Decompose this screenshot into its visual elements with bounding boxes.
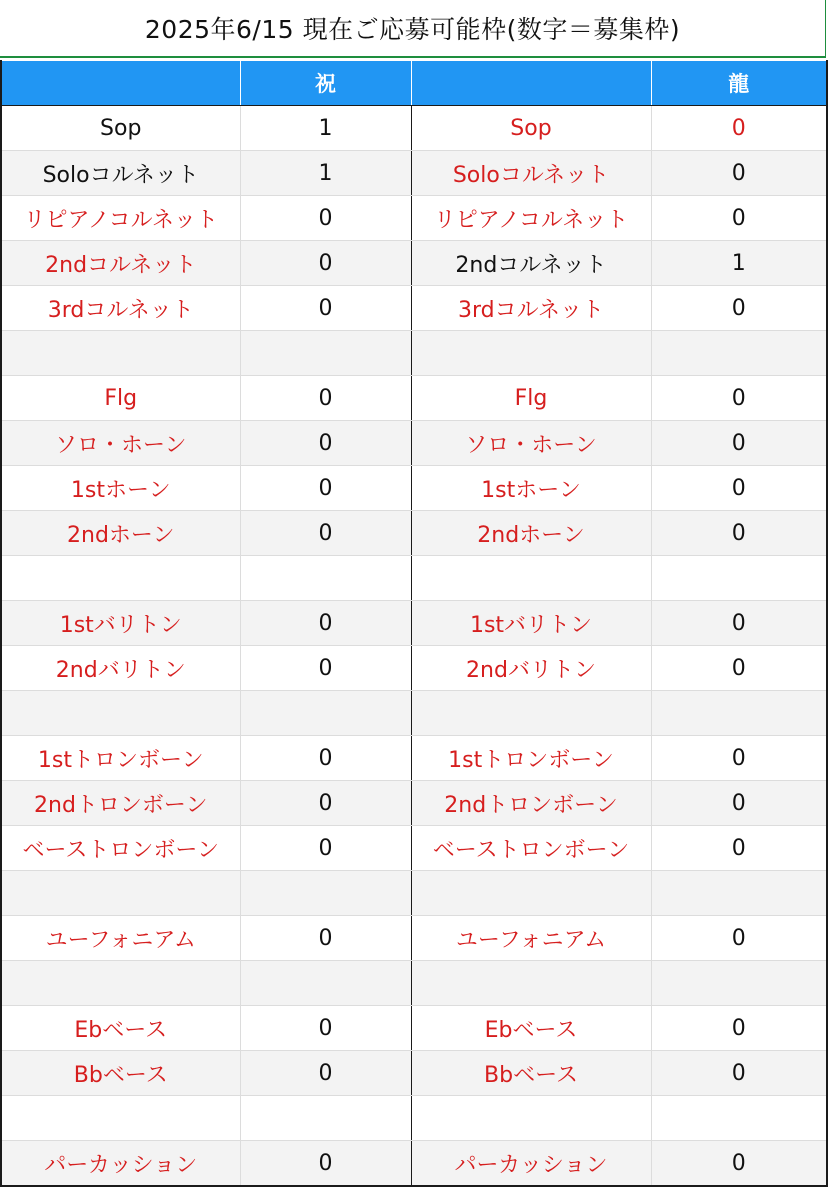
count-cell-iwai[interactable] (240, 871, 411, 916)
part-name-cell-ryu[interactable] (411, 871, 651, 916)
table-row (1, 466, 827, 511)
count-cell-ryu[interactable]: 0 (651, 646, 827, 691)
table-row (1, 556, 827, 601)
count-cell-ryu[interactable]: 1 (651, 241, 827, 286)
header-part-b[interactable] (411, 61, 651, 106)
part-name-cell-iwai[interactable]: 1stバリトン (1, 601, 240, 646)
recruitment-table (0, 60, 828, 1187)
part-name-cell-iwai[interactable]: ソロ・ホーン (1, 421, 240, 466)
part-name-cell-ryu[interactable]: Bbベース (411, 1051, 651, 1096)
part-name-cell-iwai[interactable] (1, 1096, 240, 1141)
part-name-cell-iwai[interactable]: 3rdコルネット (1, 286, 240, 331)
count-cell-ryu[interactable]: 0 (651, 376, 827, 421)
table-row (1, 1006, 827, 1051)
count-cell-ryu[interactable]: 0 (651, 421, 827, 466)
count-cell-ryu[interactable]: 0 (651, 466, 827, 511)
table-row (1, 961, 827, 1006)
table-row (1, 511, 827, 556)
count-cell-iwai[interactable]: 0 (240, 781, 411, 826)
part-name-cell-ryu[interactable]: ベーストロンボーン (411, 826, 651, 871)
part-name-cell-ryu[interactable]: Sop (411, 106, 651, 151)
part-name-cell-ryu[interactable]: 2ndホーン (411, 511, 651, 556)
part-name-cell-ryu[interactable]: 3rdコルネット (411, 286, 651, 331)
count-cell-iwai[interactable]: 0 (240, 916, 411, 961)
table-row (1, 781, 827, 826)
count-cell-ryu[interactable] (651, 871, 827, 916)
count-cell-iwai[interactable]: 0 (240, 646, 411, 691)
count-cell-iwai[interactable] (240, 961, 411, 1006)
count-cell-ryu[interactable]: 0 (651, 286, 827, 331)
count-cell-ryu[interactable] (651, 556, 827, 601)
page-title: 2025年6/15 現在ご応募可能枠(数字＝募集枠) (144, 15, 681, 44)
table-row (1, 376, 827, 421)
count-cell-iwai[interactable]: 1 (240, 106, 411, 151)
part-name-cell-iwai[interactable] (1, 331, 240, 376)
table-row (1, 736, 827, 781)
count-cell-ryu[interactable]: 0 (651, 511, 827, 556)
part-name-cell-iwai[interactable] (1, 691, 240, 736)
table-row (1, 916, 827, 961)
header-iwai[interactable]: 祝 (240, 61, 411, 106)
table-row (1, 1141, 827, 1187)
part-name-cell-iwai[interactable]: 1stホーン (1, 466, 240, 511)
count-cell-iwai[interactable] (240, 691, 411, 736)
part-name-cell-iwai[interactable] (1, 871, 240, 916)
part-name-cell-ryu[interactable] (411, 961, 651, 1006)
table-row (1, 646, 827, 691)
table-row (1, 151, 827, 196)
part-name-cell-ryu[interactable] (411, 691, 651, 736)
part-name-cell-ryu[interactable]: リピアノコルネット (411, 196, 651, 241)
header-part-a[interactable] (1, 61, 240, 106)
part-name-cell-ryu[interactable]: Flg (411, 376, 651, 421)
part-name-cell-iwai[interactable]: ユーフォニアム (1, 916, 240, 961)
count-cell-ryu[interactable] (651, 331, 827, 376)
table-row (1, 106, 827, 151)
count-cell-ryu[interactable] (651, 1096, 827, 1141)
count-cell-iwai[interactable]: 0 (240, 286, 411, 331)
count-cell-ryu[interactable]: 0 (651, 196, 827, 241)
part-name-cell-iwai[interactable]: Soloコルネット (1, 151, 240, 196)
count-cell-iwai[interactable]: 0 (240, 1051, 411, 1096)
part-name-cell-iwai[interactable]: リピアノコルネット (1, 196, 240, 241)
count-cell-iwai[interactable]: 0 (240, 1006, 411, 1051)
table-row (1, 826, 827, 871)
count-cell-iwai[interactable]: 0 (240, 601, 411, 646)
table-row (1, 1096, 827, 1141)
table-row (1, 331, 827, 376)
count-cell-iwai[interactable]: 0 (240, 466, 411, 511)
count-cell-ryu[interactable]: 0 (651, 781, 827, 826)
count-cell-iwai[interactable]: 0 (240, 421, 411, 466)
part-name-cell-iwai[interactable]: 2ndコルネット (1, 241, 240, 286)
count-cell-iwai[interactable]: 0 (240, 826, 411, 871)
part-name-cell-ryu[interactable] (411, 331, 651, 376)
part-name-cell-ryu[interactable]: Ebベース (411, 1006, 651, 1051)
header-ryu[interactable]: 龍 (651, 61, 827, 106)
count-cell-ryu[interactable]: 0 (651, 1141, 827, 1187)
part-name-cell-ryu[interactable]: 1stホーン (411, 466, 651, 511)
count-cell-ryu[interactable]: 0 (651, 916, 827, 961)
part-name-cell-iwai[interactable]: 2ndトロンボーン (1, 781, 240, 826)
count-cell-iwai[interactable] (240, 556, 411, 601)
part-name-cell-iwai[interactable]: パーカッション (1, 1141, 240, 1187)
table-row (1, 196, 827, 241)
part-name-cell-ryu[interactable] (411, 1096, 651, 1141)
part-name-cell-ryu[interactable]: ユーフォニアム (411, 916, 651, 961)
count-cell-iwai[interactable]: 1 (240, 151, 411, 196)
count-cell-iwai[interactable]: 0 (240, 376, 411, 421)
part-name-cell-ryu[interactable]: 1stバリトン (411, 601, 651, 646)
part-name-cell-ryu[interactable]: ソロ・ホーン (411, 421, 651, 466)
part-name-cell-ryu[interactable]: 1stトロンボーン (411, 736, 651, 781)
table-row (1, 241, 827, 286)
part-name-cell-ryu[interactable]: 2ndバリトン (411, 646, 651, 691)
part-name-cell-ryu[interactable]: パーカッション (411, 1141, 651, 1187)
count-cell-ryu[interactable] (651, 961, 827, 1006)
part-name-cell-ryu[interactable] (411, 556, 651, 601)
count-cell-iwai[interactable] (240, 1096, 411, 1141)
table-row (1, 286, 827, 331)
part-name-cell-iwai[interactable] (1, 961, 240, 1006)
part-name-cell-iwai[interactable]: 2ndホーン (1, 511, 240, 556)
part-name-cell-ryu[interactable]: 2ndコルネット (411, 241, 651, 286)
count-cell-iwai[interactable]: 0 (240, 1141, 411, 1187)
count-cell-ryu[interactable]: 0 (651, 106, 827, 151)
part-name-cell-iwai[interactable]: Sop (1, 106, 240, 151)
count-cell-iwai[interactable]: 0 (240, 196, 411, 241)
part-name-cell-iwai[interactable]: Bbベース (1, 1051, 240, 1096)
count-cell-iwai[interactable]: 0 (240, 241, 411, 286)
part-name-cell-ryu[interactable]: 2ndトロンボーン (411, 781, 651, 826)
table-row (1, 1051, 827, 1096)
count-cell-ryu[interactable]: 0 (651, 736, 827, 781)
part-name-cell-iwai[interactable]: ベーストロンボーン (1, 826, 240, 871)
table-row (1, 691, 827, 736)
count-cell-ryu[interactable]: 0 (651, 1006, 827, 1051)
count-cell-iwai[interactable] (240, 331, 411, 376)
table-row (1, 601, 827, 646)
table-row (1, 421, 827, 466)
count-cell-ryu[interactable]: 0 (651, 1051, 827, 1096)
count-cell-ryu[interactable]: 0 (651, 601, 827, 646)
part-name-cell-iwai[interactable] (1, 556, 240, 601)
part-name-cell-iwai[interactable]: 2ndバリトン (1, 646, 240, 691)
count-cell-iwai[interactable]: 0 (240, 511, 411, 556)
count-cell-ryu[interactable]: 0 (651, 151, 827, 196)
title-bar (0, 0, 826, 58)
part-name-cell-ryu[interactable]: Soloコルネット (411, 151, 651, 196)
part-name-cell-iwai[interactable]: Ebベース (1, 1006, 240, 1051)
count-cell-ryu[interactable] (651, 691, 827, 736)
header-row (1, 61, 827, 106)
table-row (1, 871, 827, 916)
part-name-cell-iwai[interactable]: Flg (1, 376, 240, 421)
count-cell-ryu[interactable]: 0 (651, 826, 827, 871)
count-cell-iwai[interactable]: 0 (240, 736, 411, 781)
part-name-cell-iwai[interactable]: 1stトロンボーン (1, 736, 240, 781)
